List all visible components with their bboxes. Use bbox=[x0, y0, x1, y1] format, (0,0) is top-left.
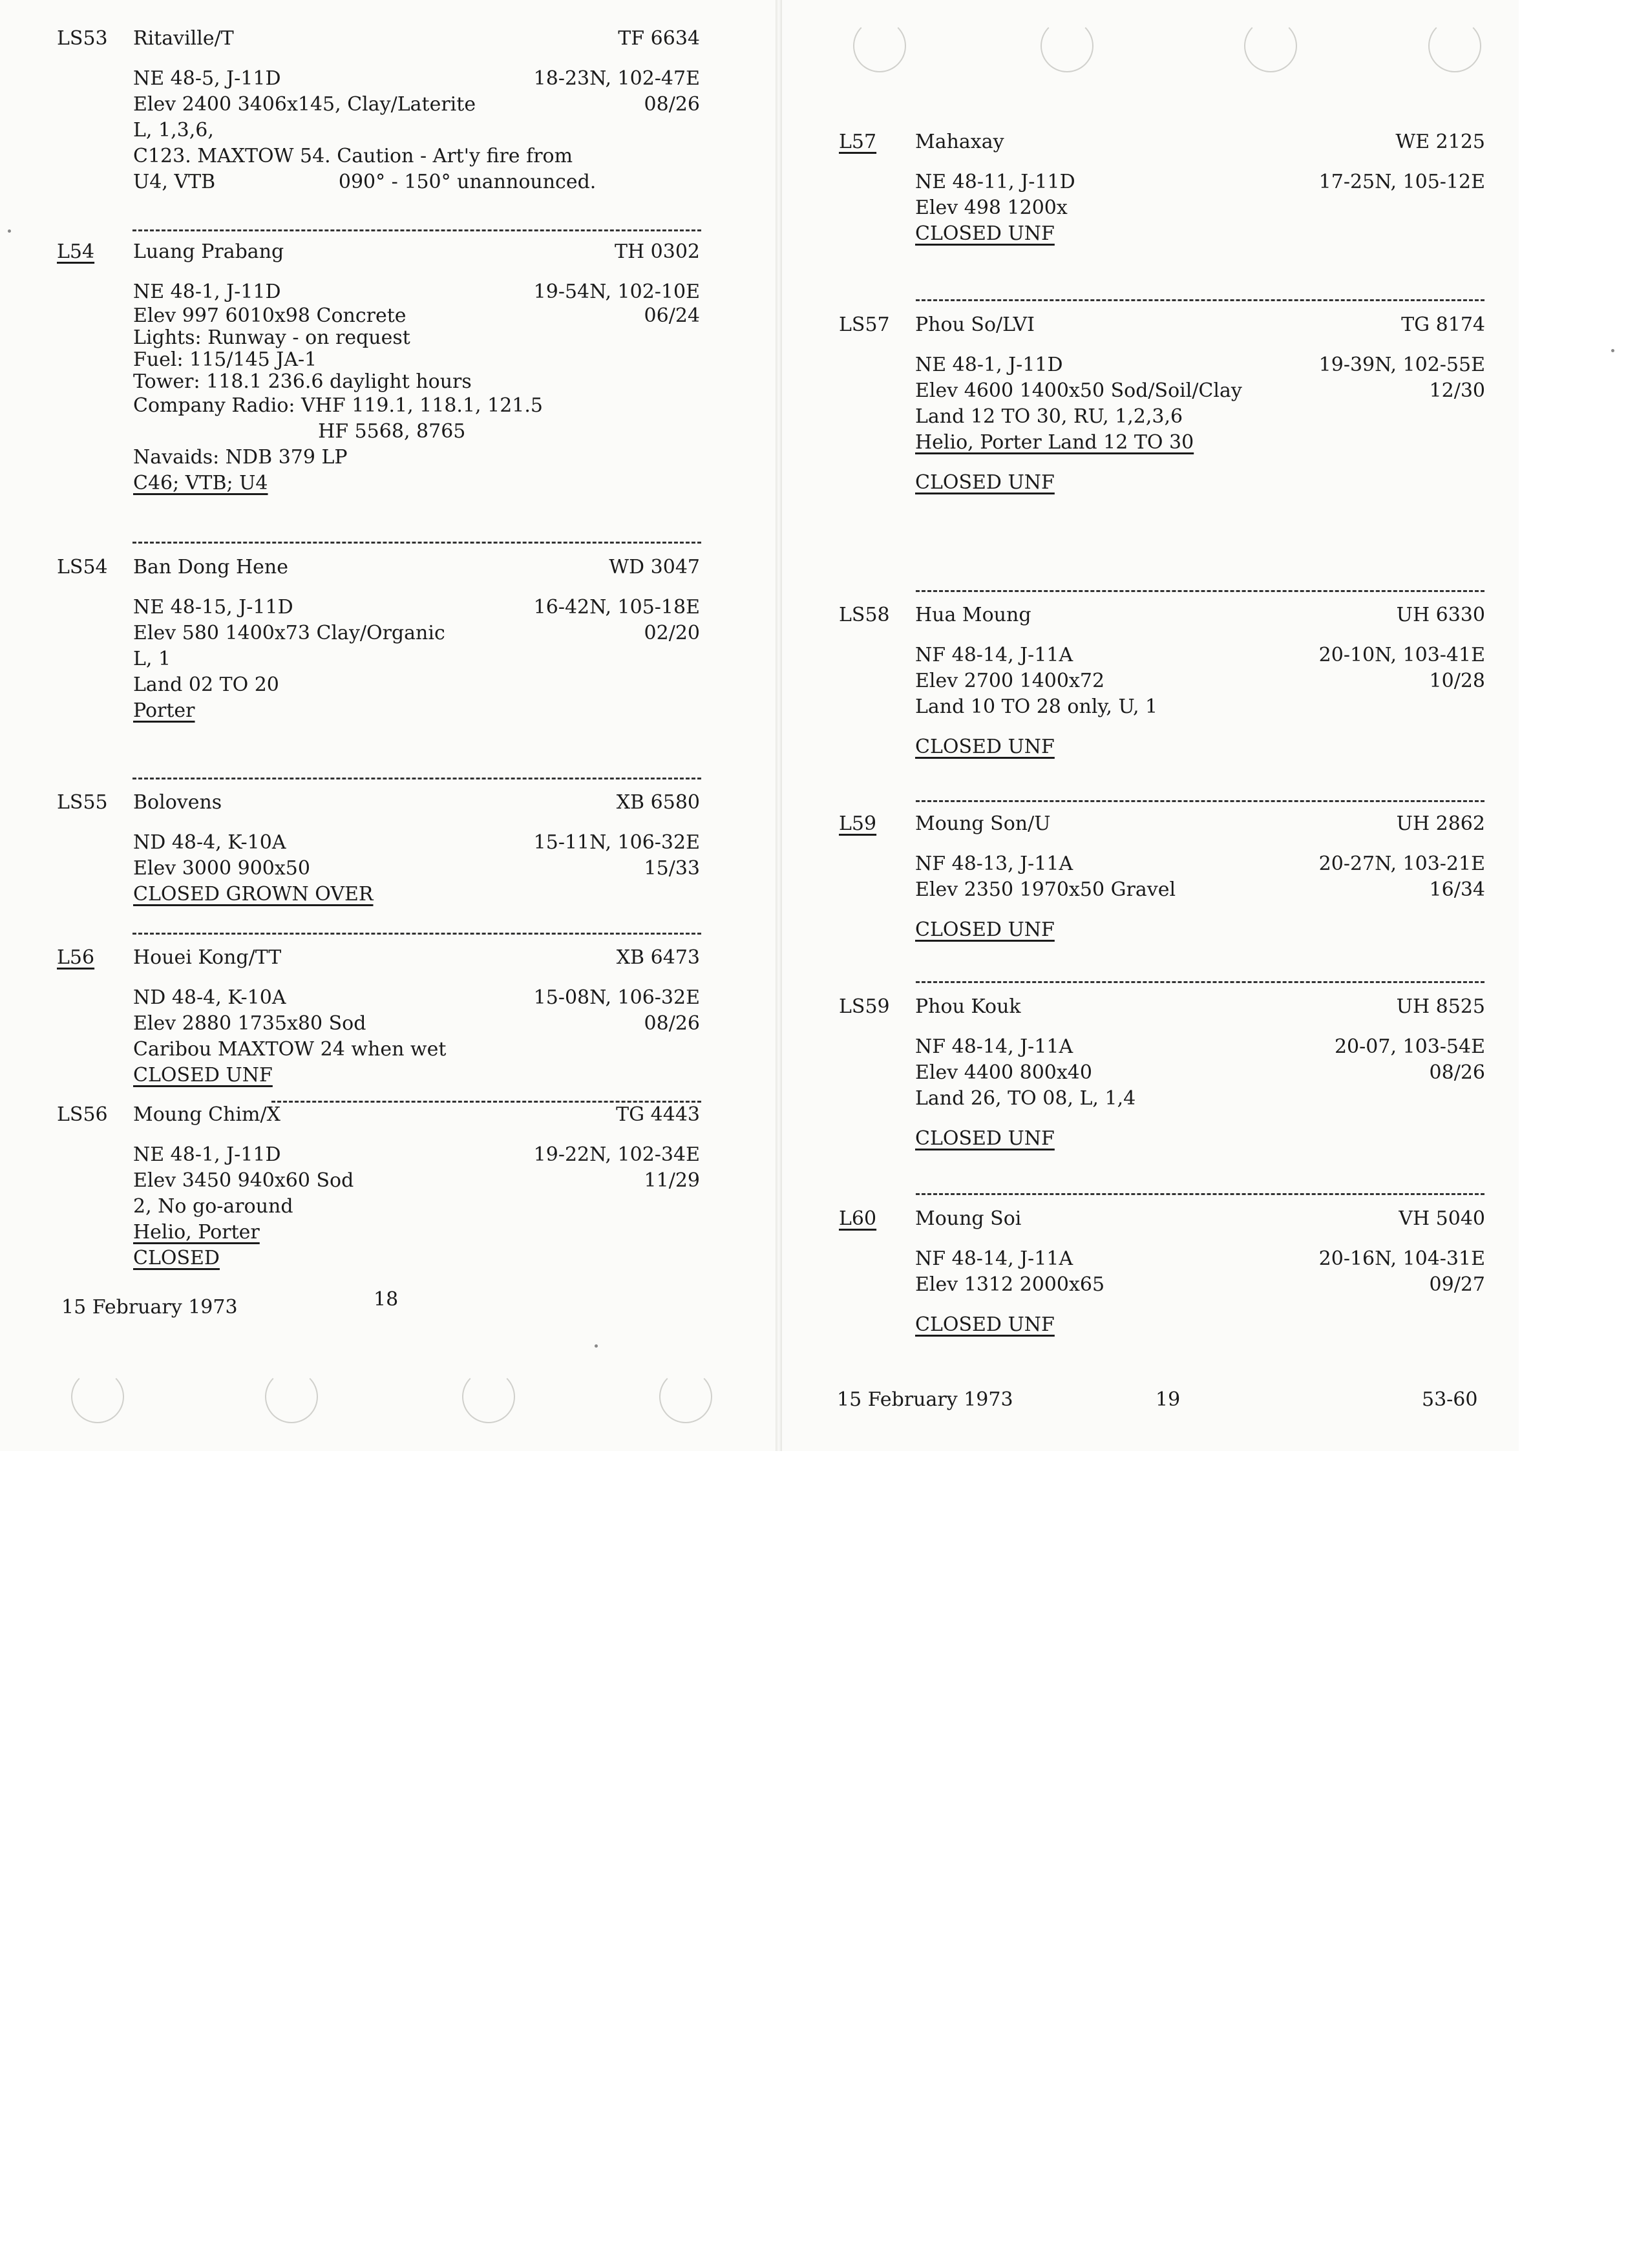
entry-runway-dir: 02/20 bbox=[644, 622, 700, 644]
entry-coords: 20-16N, 104-31E bbox=[1318, 1247, 1485, 1270]
entry-line: CLOSED UNF bbox=[133, 1064, 273, 1086]
entry-line: Land 12 TO 30, RU, 1,2,3,6 bbox=[915, 405, 1183, 428]
separator bbox=[132, 933, 701, 935]
entry-line: Navaids: NDB 379 LP bbox=[133, 446, 348, 469]
entry-line: NF 48-14, J-11A bbox=[915, 644, 1073, 666]
entry-id: LS56 bbox=[57, 1103, 108, 1126]
entry-name: Moung Chim/X bbox=[133, 1103, 280, 1126]
entry-id: L59 bbox=[839, 812, 877, 835]
entry-line: Helio, Porter bbox=[133, 1221, 260, 1244]
entry-line: C123. MAXTOW 54. Caution - Art'y fire from bbox=[133, 145, 573, 167]
punch-hole bbox=[1428, 19, 1481, 72]
entry-id: LS54 bbox=[57, 556, 108, 578]
entry-name: Houei Kong/TT bbox=[133, 946, 282, 969]
entry-name: Hua Moung bbox=[915, 604, 1031, 626]
entry-id: L60 bbox=[839, 1207, 877, 1230]
entry-line: U4, VTB 090° - 150° unannounced. bbox=[133, 171, 597, 193]
entry-ls53 bbox=[57, 26, 700, 195]
entry-line: Elev 2400 3406x145, Clay/Laterite bbox=[133, 93, 476, 116]
punch-hole bbox=[853, 19, 906, 72]
entry-l60 bbox=[839, 1206, 1485, 1338]
entry-ls59 bbox=[839, 994, 1485, 1152]
entry-line: Elev 1312 2000x65 bbox=[915, 1273, 1105, 1296]
speck bbox=[8, 229, 11, 233]
separator bbox=[916, 800, 1484, 802]
entry-id: LS53 bbox=[57, 27, 108, 50]
entry-line: CLOSED bbox=[133, 1247, 220, 1269]
entry-line: NF 48-14, J-11A bbox=[915, 1247, 1073, 1270]
entry-ls55 bbox=[57, 790, 700, 907]
entry-line: Elev 3000 900x50 bbox=[133, 857, 310, 880]
entry-line: L, 1,3,6, bbox=[133, 119, 214, 142]
entry-coords: 19-39N, 102-55E bbox=[1318, 354, 1485, 376]
entry-line: ND 48-4, K-10A bbox=[133, 986, 286, 1009]
punch-hole bbox=[462, 1370, 515, 1423]
footer-section-range: 53-60 bbox=[1422, 1388, 1478, 1411]
entry-grid-ref: WE 2125 bbox=[1395, 131, 1485, 153]
right-page bbox=[782, 0, 1519, 1451]
entry-line: NE 48-5, J-11D bbox=[133, 67, 281, 90]
entry-name: Luang Prabang bbox=[133, 240, 284, 263]
entry-grid-ref: UH 2862 bbox=[1396, 812, 1485, 835]
entry-line: Elev 580 1400x73 Clay/Organic bbox=[133, 622, 445, 644]
separator bbox=[132, 542, 701, 544]
entry-line: Land 26, TO 08, L, 1,4 bbox=[915, 1087, 1136, 1110]
speck bbox=[595, 1344, 598, 1348]
entry-line: NE 48-1, J-11D bbox=[133, 281, 281, 303]
entry-line: Elev 4600 1400x50 Sod/Soil/Clay bbox=[915, 379, 1242, 402]
separator bbox=[916, 299, 1484, 301]
entry-line: Elev 4400 800x40 bbox=[915, 1061, 1092, 1084]
entry-runway-dir: 16/34 bbox=[1429, 878, 1485, 901]
entry-line: CLOSED UNF bbox=[915, 222, 1055, 245]
entry-name: Moung Son/U bbox=[915, 812, 1051, 835]
entry-id: L57 bbox=[839, 131, 877, 153]
entry-name: Phou Kouk bbox=[915, 995, 1021, 1018]
entry-id: LS58 bbox=[839, 604, 890, 626]
punch-hole bbox=[71, 1370, 124, 1423]
entry-line: Helio, Porter Land 12 TO 30 bbox=[915, 431, 1194, 454]
entry-grid-ref: UH 8525 bbox=[1396, 995, 1485, 1018]
entry-id: LS59 bbox=[839, 995, 890, 1018]
entry-line: Lights: Runway - on request bbox=[133, 326, 410, 349]
entry-id: LS57 bbox=[839, 313, 890, 336]
footer-date: 15 February 1973 bbox=[61, 1296, 238, 1319]
entry-grid-ref: TG 8174 bbox=[1401, 313, 1485, 336]
entry-runway-dir: 08/26 bbox=[644, 93, 700, 116]
entry-line: CLOSED UNF bbox=[915, 918, 1055, 941]
entry-line: ND 48-4, K-10A bbox=[133, 831, 286, 854]
entry-line: Company Radio: VHF 119.1, 118.1, 121.5 bbox=[133, 394, 543, 417]
entry-coords: 20-10N, 103-41E bbox=[1318, 644, 1485, 666]
entry-line: CLOSED UNF bbox=[915, 1127, 1055, 1150]
punch-hole bbox=[1244, 19, 1297, 72]
punch-hole bbox=[265, 1370, 318, 1423]
entry-line: NF 48-14, J-11A bbox=[915, 1035, 1073, 1058]
entry-l57 bbox=[839, 129, 1485, 247]
entry-line: Fuel: 115/145 JA-1 bbox=[133, 348, 317, 371]
entry-runway-dir: 06/24 bbox=[644, 304, 700, 327]
entry-line: Elev 997 6010x98 Concrete bbox=[133, 304, 407, 327]
separator bbox=[132, 778, 701, 779]
entry-ls56 bbox=[57, 1102, 700, 1271]
entry-line: CLOSED UNF bbox=[915, 1313, 1055, 1336]
entry-coords: 20-07, 103-54E bbox=[1334, 1035, 1485, 1058]
entry-runway-dir: 12/30 bbox=[1429, 379, 1485, 402]
entry-name: Ban Dong Hene bbox=[133, 556, 288, 578]
speck bbox=[1611, 349, 1614, 352]
entry-coords: 16-42N, 105-18E bbox=[533, 596, 700, 619]
entry-line: Elev 3450 940x60 Sod bbox=[133, 1169, 354, 1192]
entry-line: NE 48-15, J-11D bbox=[133, 596, 293, 619]
entry-line: Elev 498 1200x bbox=[915, 196, 1068, 219]
entry-l56 bbox=[57, 945, 700, 1088]
entry-name: Moung Soi bbox=[915, 1207, 1022, 1230]
left-page bbox=[0, 0, 776, 1451]
entry-coords: 19-54N, 102-10E bbox=[533, 281, 700, 303]
entry-name: Mahaxay bbox=[915, 131, 1004, 153]
separator bbox=[916, 1193, 1484, 1195]
footer-page-number: 19 bbox=[1156, 1388, 1181, 1411]
separator bbox=[132, 229, 701, 231]
entry-coords: 19-22N, 102-34E bbox=[533, 1143, 700, 1166]
entry-line: CLOSED UNF bbox=[915, 736, 1055, 758]
punch-hole bbox=[1041, 19, 1093, 72]
entry-coords: 15-08N, 106-32E bbox=[533, 986, 700, 1009]
entry-runway-dir: 10/28 bbox=[1429, 670, 1485, 692]
entry-runway-dir: 11/29 bbox=[644, 1169, 700, 1192]
entry-id: L54 bbox=[57, 240, 95, 263]
entry-ls54 bbox=[57, 555, 700, 724]
entry-grid-ref: TG 4443 bbox=[616, 1103, 700, 1126]
entry-grid-ref: XB 6580 bbox=[616, 791, 700, 814]
entry-grid-ref: TF 6634 bbox=[618, 27, 700, 50]
entry-line: NE 48-1, J-11D bbox=[915, 354, 1063, 376]
entry-line: 2, No go-around bbox=[133, 1195, 293, 1218]
entry-line: Tower: 118.1 236.6 daylight hours bbox=[133, 370, 472, 393]
entry-name: Phou So/LVI bbox=[915, 313, 1035, 336]
entry-coords: 18-23N, 102-47E bbox=[533, 67, 700, 90]
entry-line: L, 1 bbox=[133, 648, 171, 670]
entry-ls58 bbox=[839, 602, 1485, 760]
entry-coords: 20-27N, 103-21E bbox=[1318, 853, 1485, 875]
separator bbox=[916, 590, 1484, 592]
entry-line: CLOSED UNF bbox=[915, 471, 1055, 494]
entry-grid-ref: VH 5040 bbox=[1399, 1207, 1485, 1230]
entry-line: Elev 2880 1735x80 Sod bbox=[133, 1012, 366, 1035]
entry-coords: 17-25N, 105-12E bbox=[1318, 171, 1485, 193]
entry-grid-ref: XB 6473 bbox=[616, 946, 700, 969]
separator bbox=[916, 981, 1484, 983]
entry-grid-ref: TH 0302 bbox=[614, 240, 700, 263]
entry-id: L56 bbox=[57, 946, 95, 969]
entry-line: NE 48-1, J-11D bbox=[133, 1143, 281, 1166]
entry-l59 bbox=[839, 811, 1485, 943]
entry-l54 bbox=[57, 239, 700, 496]
entry-line: Land 10 TO 28 only, U, 1 bbox=[915, 695, 1158, 718]
entry-runway-dir: 08/26 bbox=[644, 1012, 700, 1035]
entry-grid-ref: UH 6330 bbox=[1396, 604, 1485, 626]
entry-line: HF 5568, 8765 bbox=[133, 420, 466, 443]
punch-hole bbox=[659, 1370, 712, 1423]
entry-grid-ref: WD 3047 bbox=[609, 556, 700, 578]
entry-line: Porter bbox=[133, 699, 195, 722]
entry-name: Bolovens bbox=[133, 791, 222, 814]
footer-page-number: 18 bbox=[374, 1288, 399, 1311]
entry-line: Caribou MAXTOW 24 when wet bbox=[133, 1038, 447, 1061]
entry-runway-dir: 08/26 bbox=[1429, 1061, 1485, 1084]
entry-runway-dir: 09/27 bbox=[1429, 1273, 1485, 1296]
entry-id: LS55 bbox=[57, 791, 108, 814]
entry-line: Land 02 TO 20 bbox=[133, 673, 279, 696]
page-fold bbox=[776, 0, 782, 1451]
entry-line: NE 48-11, J-11D bbox=[915, 171, 1075, 193]
entry-line: Elev 2350 1970x50 Gravel bbox=[915, 878, 1176, 901]
entry-line: NF 48-13, J-11A bbox=[915, 853, 1073, 875]
footer-date: 15 February 1973 bbox=[837, 1388, 1013, 1411]
entry-line: C46; VTB; U4 bbox=[133, 472, 268, 494]
entry-line: CLOSED GROWN OVER bbox=[133, 883, 374, 906]
entry-name: Ritaville/T bbox=[133, 27, 234, 50]
entry-coords: 15-11N, 106-32E bbox=[533, 831, 700, 854]
entry-runway-dir: 15/33 bbox=[644, 857, 700, 880]
entry-ls57 bbox=[839, 312, 1485, 496]
entry-line: Elev 2700 1400x72 bbox=[915, 670, 1105, 692]
